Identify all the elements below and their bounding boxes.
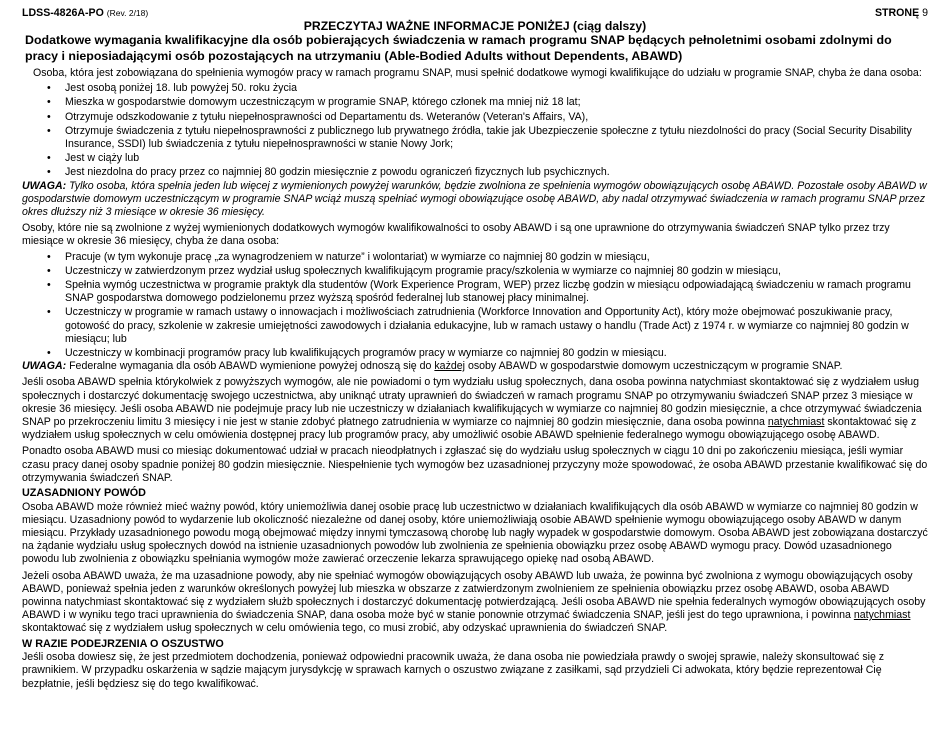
page-number-label	[875, 7, 928, 20]
paragraph-good-cause-contact	[22, 570, 928, 636]
note-text: Federalne wymagania dla osób ABAWD wymienione powyżej odnoszą się do	[66, 360, 435, 373]
list-item: • Uczestniczy w programie w ramach ustawy o innowacjach i możliwościach zatrudnienia (Workforce Innovation and Opportunity Act), który może obejmować poszukiwanie pracy, gotowość do pracy, szkolenie w zakresie umiejętności zawodowych i działania edukacyjne, lub w ramach ustawy o handlu (Trade Act) z 1974 r. w wymiarze co najmniej 80 godzin w miesiącu; lub	[65, 306, 928, 346]
paragraph-abawd-limit: Osoby, które nie są zwolnione z wyżej wymienionych dodatkowych wymogów kwalifikowalności to osoby ABAWD i są one uprawnione do otrzymywania świadczeń SNAP tylko przez trzy miesiące w okresie 36 miesięcy, chyba że dana osoba:	[22, 222, 890, 248]
list-item: • Spełnia wymóg uczestnictwa w programie praktyk dla studentów (Work Experience Program, WEP) przez liczbę godzin w miesiącu odpowiadającą świadczeniu w ramach programu SNAP gospodarstwa domowego podzielonemu przez wyższą spośród federalnej lub stanowej płacy minimalnej.	[65, 279, 928, 305]
note-label: UWAGA:	[22, 360, 67, 373]
paragraph-documentation: Ponadto osoba ABAWD musi co miesiąc dokumentować udział w pracach nieodpłatnych i zgłaszać się do wydziału usług społecznych w ciągu 10 dni po zakończeniu miesiąca, jeśli wymiar czasu pracy danej osoby spadnie poniżej 80 godzin miesięcznie. Niespełnienie tych wymogów bez uzasadnionej przyczyny może spowodować, że osoba ABAWD przestanie kwalifikować się do otrzymywania świadczeń SNAP.	[22, 445, 928, 484]
note-text: Tylko osoba, która spełnia jeden lub więcej z wymienionych powyżej warunków, będzie zwolniona ze spełnienia wymogów obowiązujących osobę ABAWD. Pozostałe osoby ABAWD w gospodarstwie domowym uczestniczącym w programie SNAP wciąż muszą spełniać wymogi obowiązujące osobę ABAWD, aby nadal otrzymywać świadczenia w ramach programu SNAP przez okres dłuższy niż 3 miesiące w okresie 36 miesięcy.	[22, 179, 927, 219]
paragraph-emphasis: natychmiast	[767, 416, 825, 429]
list-item: • Jest w ciąży lub	[65, 152, 928, 165]
note-text: osoby ABAWD w gospodarstwie domowym uczestniczącym w programie SNAP.	[465, 360, 843, 373]
note-label: UWAGA:	[22, 179, 67, 192]
paragraph-text: Jeśli osoba ABAWD spełnia którykolwiek z powyższych wymogów, ale nie powiadomi o tym wydziału usług społecznych, dana osoba powinna natychmiast skontaktować się z wydziałem usług społecznych i dostarczyć dokumentację swojego uczestnictwa, aby uniknąć utraty uprawnień do świadczeń w ramach programu SNAP po otrzymywaniu świadczeń SNAP przez 3 miesiące w okresie 36 miesięcy. Jeśli osoba ABAWD nie podejmuje pracy lub nie uczestniczy w działaniach kwalifikujących w wymiarze co najmniej 80 godzin miesięcznie, a chce otrzymywać świadczenia SNAP po przekroczeniu limitu 3 miesięcy i nie jest w stanie zdobyć płatnego zatrudnienia w wymiarze co najmniej 80 godzin miesięcznie, dana osoba powinna	[22, 376, 922, 429]
form-identifier	[22, 7, 148, 20]
form-id: LDSS-4826A-PO	[22, 7, 104, 19]
page-title: PRZECZYTAJ WAŻNE INFORMACJE PONIŻEJ (ciąg dalszy)	[303, 19, 647, 33]
paragraph-text: skontaktować się z wydziałem usług społecznych w celu omówienia tego, co musi zrobić, aby odzyskać uprawnienia do świadczeń SNAP.	[22, 622, 668, 635]
list-item: • Mieszka w gospodarstwie domowym uczestniczącym w programie SNAP, którego członek ma mniej niż 18 lat;	[65, 96, 928, 109]
heading-good-cause: UZASADNIONY POWÓD	[22, 487, 146, 500]
paragraph-fraud: Jeśli osoba dowiesz się, że jest przedmiotem dochodzenia, ponieważ odpowiedni pracownik uważa, że dana osoba nie powiedziała prawdy o swojej sprawie, należy skonsultować się z prawnikiem. W przypadku oskarżenia w sądzie mającym jurysdykcję w sprawach karnych o oszustwo związane z zasiłkami, sąd przydzieli Ci adwokata, który będzie reprezentował Cię bezpłatnie, jeśli będziesz się do tego kwalifikować.	[22, 651, 885, 690]
list-item: • Otrzymuje świadczenia z tytułu niepełnosprawności z publicznego lub prywatnego źródła, takie jak Ubezpieczenie społeczne z tytułu niezdolności do pracy (Social Security Disability Insurance, SSDI) lub świadczenia z tytułu niepełnosprawności w stanie Nowy Jork;	[65, 125, 928, 151]
intro-paragraph: Osoba, która jest zobowiązana do spełnienia wymogów pracy w ramach programu SNAP, musi spełnić dodatkowe wymogi kwalifikujące do udziału w programie SNAP, chyba że dana osoba:	[33, 67, 922, 79]
list-item: • Uczestniczy w zatwierdzonym przez wydział usług społecznych kwalifikującym programie pracy/szkolenia w wymiarze co najmniej 80 godzin w miesiącu,	[65, 265, 928, 278]
form-revision: (Rev. 2/18)	[106, 8, 149, 18]
exemptions-list	[22, 82, 928, 179]
note-federal	[22, 360, 928, 373]
note-exemption	[22, 180, 928, 220]
note-emphasis: każdej	[434, 360, 465, 373]
section-subtitle: Dodatkowe wymagania kwalifikacyjne dla osób pobierających świadczenia w ramach programu SNAP będących pełnoletnimi osobami zdolnymi do pracy i nieposiadającymi osób pozostających na utrzymaniu (Able-Bodied Adults without Dependents, ABAWD)	[25, 33, 892, 63]
list-item: • Pracuje (w tym wykonuje pracę „za wynagrodzeniem w naturze” i wolontariat) w wymiarze co najmniej 80 godzin w miesiącu,	[65, 251, 928, 264]
paragraph-notify	[22, 376, 928, 442]
list-item: • Uczestniczy w kombinacji programów pracy lub kwalifikujących programów pracy w wymiarze co najmniej 80 godzin w miesiącu.	[65, 347, 928, 360]
heading-fraud: W RAZIE PODEJRZENIA O OSZUSTWO	[22, 637, 224, 650]
page-label: STRONĘ	[874, 7, 920, 19]
list-item: • Jest osobą poniżej 18. lub powyżej 50. roku życia	[65, 82, 928, 95]
paragraph-good-cause: Osoba ABAWD może również mieć ważny powód, który uniemożliwia danej osobie pracę lub uczestnictwo w działaniach kwalifikujących dla osób ABAWD w wymiarze co najmniej 80 godzin w miesiącu. Uzasadniony powód to wydarzenie lub okoliczność niezależne od danej osoby, które uniemożliwiają osobie ABAWD spełnienie wymogu obowiązującego osoby ABAWD w danym miesiącu. Przykłady uzasadnionego powodu mogą obejmować między innymi tymczasową chorobę lub nagły wypadek w gospodarstwie domowym. Osoba ABAWD jest zobowiązana dostarczyć na żądanie wydziału usług społecznych dowód na istnienie uzasadnionych powodów lub zwolnienia ze spełnienia obowiązku przez osobę ABAWD wymogu pracy. Dowód uzasadnionego powodu lub zwolnienia z obowiązku spełniania wymogów może zawierać orzeczenie lekarza sprawującego opiekę nad osobą ABAWD.	[22, 500, 928, 566]
work-activities-list	[22, 251, 928, 361]
page-number: 9	[922, 7, 928, 19]
paragraph-text: skontaktować się z wydziałem usług społecznych w celu omówienia dostępnej pracy lub programów pracy, aby umożliwić osobie ABAWD spełnienie federalnego wymogu obowiązującego osobę ABAWD.	[22, 416, 917, 442]
list-item: • Jest niezdolna do pracy przez co najmniej 80 godzin miesięcznie z powodu ograniczeń fizycznych lub psychicznych.	[65, 166, 928, 179]
paragraph-emphasis: natychmiast	[853, 609, 911, 622]
list-item: • Otrzymuje odszkodowanie z tytułu niepełnosprawności od Departamentu ds. Weteranów (Veteran's Affairs, VA),	[65, 111, 928, 124]
paragraph-text: Jeżeli osoba ABAWD uważa, że ma uzasadnione powody, aby nie spełniać wymogów obowiązujących osoby ABAWD lub uważa, że powinna być zwolniona z wymogu obowiązujących osoby ABAWD, ponieważ spełnia jeden z warunków określonych powyżej lub mieszka w obszarze z zatwierdzonym zwolnieniem ze spełnienia obowiązku przez osobę ABAWD, osoba ABAWD powinna natychmiast skontaktować się z wydziałem służb społecznych i dostarczyć dokumentację potwierdzającą. Jeśli osoba ABAWD nie spełnia federalnych wymogów obowiązujących osoby ABAWD i w wyniku tego traci uprawnienia do świadczenia SNAP, dana osoba może być w stanie ponownie otrzymać świadczenia SNAP, jeśli jest do tego uprawniona, i powinna	[22, 569, 926, 622]
